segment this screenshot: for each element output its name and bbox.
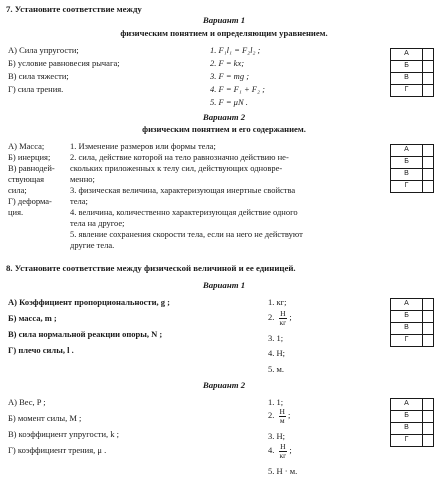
list-item: 2. сила, действие которой на тело равнозначно действию не-: [70, 152, 289, 162]
list-item: Б) условие равновесия рычага;: [8, 58, 120, 68]
grid-letter: Г: [391, 181, 423, 193]
list-item: А) Сила упругости;: [8, 45, 79, 55]
grid-letter: А: [391, 49, 423, 61]
list-item: ствующая: [8, 174, 45, 184]
answer-cell[interactable]: [423, 181, 434, 193]
list-item: 3. Н;: [268, 431, 285, 441]
list-item: [268, 443, 292, 459]
task8-v2-title: Вариант 2: [202, 380, 246, 390]
list-item: скольких приложенных к телу сил, действующих одновре-: [70, 163, 283, 173]
list-item: А) Коэффициент пропорциональности, g ;: [8, 297, 170, 307]
task8-v1-answer-grid: [390, 298, 434, 347]
task7-v2-answer-grid: [390, 144, 434, 193]
list-item: Г) коэффициент трения, μ .: [8, 445, 107, 455]
answer-cell[interactable]: [423, 73, 434, 85]
answer-cell[interactable]: [423, 399, 434, 411]
fraction-denominator: м: [279, 415, 285, 425]
answer-cell[interactable]: [423, 299, 434, 311]
list-item: В) равнодей-: [8, 163, 55, 173]
list-item: Б) инерция;: [8, 152, 51, 162]
grid-letter: Г: [391, 335, 423, 347]
task8-v1-title: Вариант 1: [202, 280, 246, 290]
grid-letter: А: [391, 299, 423, 311]
answer-cell[interactable]: [423, 423, 434, 435]
grid-letter: В: [391, 169, 423, 181]
grid-letter: Г: [391, 435, 423, 447]
list-item: ция.: [8, 207, 24, 217]
answer-cell[interactable]: [423, 335, 434, 347]
unit-fraction: [279, 408, 286, 424]
list-item: Б) масса, m ;: [8, 313, 57, 323]
fraction-denominator: кг: [279, 317, 287, 327]
answer-cell[interactable]: [423, 411, 434, 423]
task8-v2-answer-grid: [390, 398, 434, 447]
list-item: 5. Н · м.: [268, 466, 298, 476]
list-item: 3. F = mg ;: [210, 71, 250, 81]
list-item: 1. Изменение размеров или формы тела;: [70, 141, 216, 151]
answer-cell[interactable]: [423, 61, 434, 73]
grid-letter: А: [391, 145, 423, 157]
option-suffix: ;: [288, 409, 291, 420]
list-item: В) сила нормальной реакции опоры, N ;: [8, 329, 163, 339]
option-number: 4.: [268, 444, 275, 455]
list-item: тела;: [70, 196, 88, 206]
fraction-denominator: кг: [279, 450, 287, 460]
list-item: А) Вес, P ;: [8, 397, 46, 407]
option-suffix: ;: [289, 444, 292, 455]
option-number: 2.: [268, 311, 275, 322]
answer-cell[interactable]: [423, 169, 434, 181]
list-item: 4. F = F₁ + F₂ ;: [210, 84, 265, 94]
list-item: 4. величина, количественно характеризующая действие одного: [70, 207, 298, 217]
task7-v2-subtitle: физическим понятием и его содержанием.: [142, 124, 306, 134]
answer-cell[interactable]: [423, 85, 434, 97]
task7-v1-subtitle: физическим понятием и определяющим уравнением.: [120, 28, 328, 38]
grid-letter: В: [391, 423, 423, 435]
fraction-numerator: Н: [280, 309, 286, 318]
task7-v2-title: Вариант 2: [202, 112, 246, 122]
list-item: другие тела.: [70, 240, 115, 250]
unit-fraction: [279, 310, 288, 326]
task8-heading: 8. Установите соответствие между физической величиной и ее единицей.: [6, 263, 296, 273]
list-item: [268, 408, 290, 424]
grid-letter: Г: [391, 85, 423, 97]
grid-letter: Б: [391, 61, 423, 73]
list-item: менно;: [70, 174, 95, 184]
answer-cell[interactable]: [423, 49, 434, 61]
fraction-numerator: Н: [279, 407, 285, 416]
list-item: 1. F₁l₁ = F₂l₂ ;: [210, 45, 261, 55]
option-suffix: ;: [289, 311, 292, 322]
list-item: [268, 310, 292, 326]
list-item: В) сила тяжести;: [8, 71, 69, 81]
list-item: 3. физическая величина, характеризующая инертные свойства: [70, 185, 296, 195]
answer-cell[interactable]: [423, 323, 434, 335]
list-item: 4. Н;: [268, 348, 285, 358]
answer-cell[interactable]: [423, 157, 434, 169]
list-item: 3. 1;: [268, 333, 284, 343]
list-item: 1. кг;: [268, 297, 287, 307]
list-item: 5. м.: [268, 364, 285, 374]
list-item: 1. 1;: [268, 397, 284, 407]
grid-letter: Б: [391, 157, 423, 169]
grid-letter: Б: [391, 311, 423, 323]
list-item: Г) сила трения.: [8, 84, 64, 94]
task7-v1-answer-grid: [390, 48, 434, 97]
option-number: 2.: [268, 409, 275, 420]
answer-cell[interactable]: [423, 145, 434, 157]
task7-v1-title: Вариант 1: [202, 15, 246, 25]
task7-heading: 7. Установите соответствие между: [6, 4, 142, 14]
list-item: А) Масса;: [8, 141, 45, 151]
grid-letter: А: [391, 399, 423, 411]
list-item: 5. F = μN .: [210, 97, 248, 107]
list-item: Г) деформа-: [8, 196, 52, 206]
answer-cell[interactable]: [423, 311, 434, 323]
grid-letter: В: [391, 73, 423, 85]
list-item: сила;: [8, 185, 27, 195]
grid-letter: В: [391, 323, 423, 335]
list-item: Г) плечо силы, l .: [8, 345, 74, 355]
list-item: тела на другое;: [70, 218, 125, 228]
fraction-numerator: Н: [280, 442, 286, 451]
unit-fraction: [279, 443, 288, 459]
list-item: Б) момент силы, M ;: [8, 413, 82, 423]
list-item: В) коэффициент упругости, k ;: [8, 429, 119, 439]
list-item: 5. явление сохранения скорости тела, если на него не действуют: [70, 229, 303, 239]
grid-letter: Б: [391, 411, 423, 423]
answer-cell[interactable]: [423, 435, 434, 447]
list-item: 2. F = kx;: [210, 58, 245, 68]
